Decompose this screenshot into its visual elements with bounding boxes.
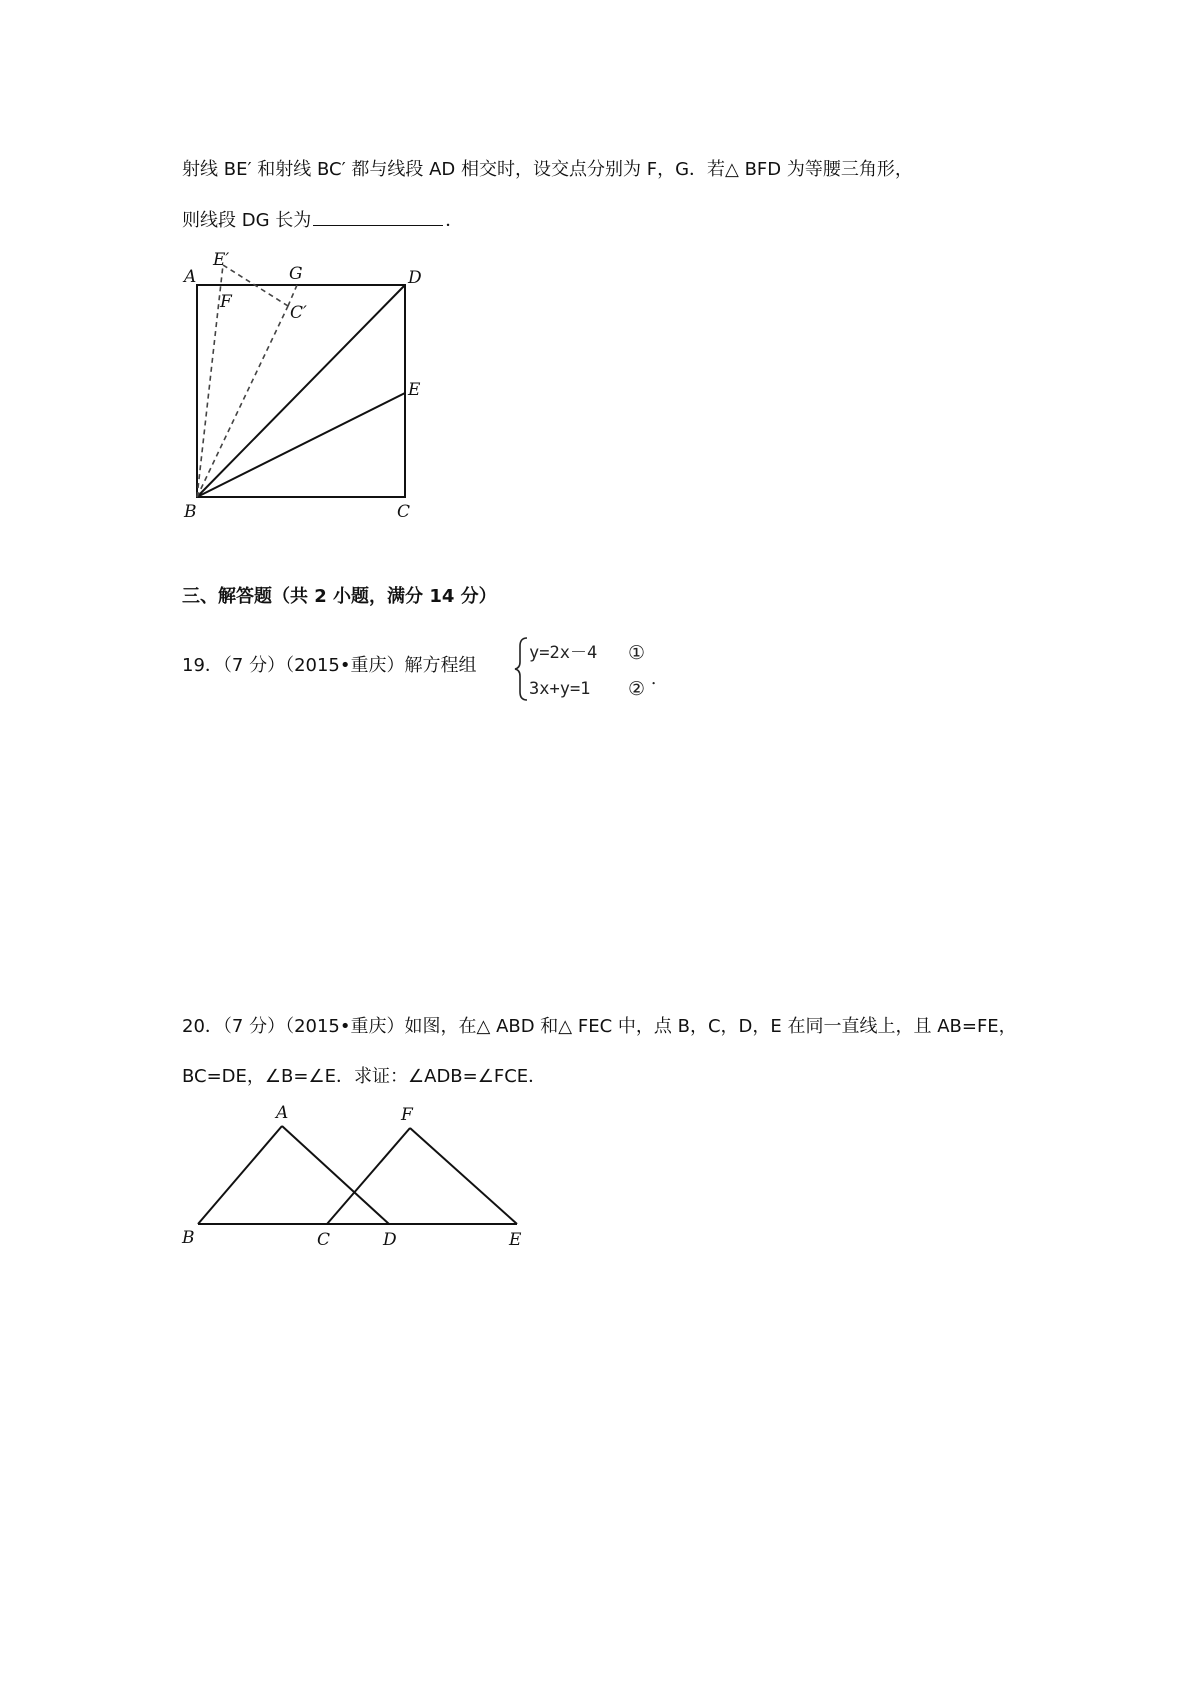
- equation-1-mark: ①: [628, 642, 646, 664]
- label-c-prime: C′: [290, 303, 307, 323]
- segment-ad: [282, 1126, 389, 1224]
- q18-square-figure: [175, 245, 445, 525]
- segment-cf: [327, 1128, 410, 1224]
- answer-blank: [313, 207, 443, 226]
- label-b: B: [184, 502, 197, 522]
- label-b: B: [182, 1228, 195, 1248]
- segment-ab: [198, 1126, 282, 1224]
- segment-be: [197, 393, 405, 497]
- q18-prefix: 则线段 DG 长为: [182, 210, 312, 231]
- equation-2-mark: ②: [628, 678, 646, 700]
- q18-text-line1: 射线 BE′ 和射线 BC′ 都与线段 AD 相交时，设交点分别为 F，G．若△ BFD 为等腰三角形，: [182, 159, 913, 180]
- equation-system: [515, 634, 668, 704]
- label-e: E: [509, 1230, 522, 1250]
- label-c: C: [317, 1230, 331, 1250]
- q20-triangles-figure: [175, 1100, 545, 1250]
- q20-text-line2: BC=DE，∠B=∠E．求证：∠ADB=∠FCE．: [182, 1066, 547, 1087]
- q20-text-line1: 20．（7 分）（2015•重庆）如图，在△ ABD 和△ FEC 中，点 B，C，D，E 在同一直线上，且 AB=FE，: [182, 1016, 1017, 1037]
- ray-bc1: [197, 306, 288, 497]
- equation-2: 3x+y=1: [529, 679, 591, 699]
- label-f: F: [220, 292, 232, 312]
- q19-prefix: 19．（7 分）（2015•重庆）解方程组: [182, 655, 477, 676]
- section-heading: 三、解答题（共 2 小题，满分 14 分）: [182, 586, 497, 607]
- equation-1: y=2x－4: [529, 643, 598, 663]
- label-a: A: [276, 1103, 289, 1123]
- q18-suffix: ．: [445, 210, 464, 231]
- label-g: G: [289, 264, 303, 284]
- label-a: A: [184, 267, 197, 287]
- label-e: E: [408, 380, 421, 400]
- label-e-prime: E′: [213, 250, 230, 270]
- label-d: D: [383, 1230, 397, 1250]
- equation-suffix: ．: [651, 669, 668, 689]
- label-d: D: [408, 268, 422, 288]
- label-f: F: [401, 1105, 413, 1125]
- brace-icon: [515, 638, 527, 700]
- segment-fe: [410, 1128, 517, 1224]
- q18-text-line2: [182, 207, 463, 233]
- label-c: C: [397, 502, 411, 522]
